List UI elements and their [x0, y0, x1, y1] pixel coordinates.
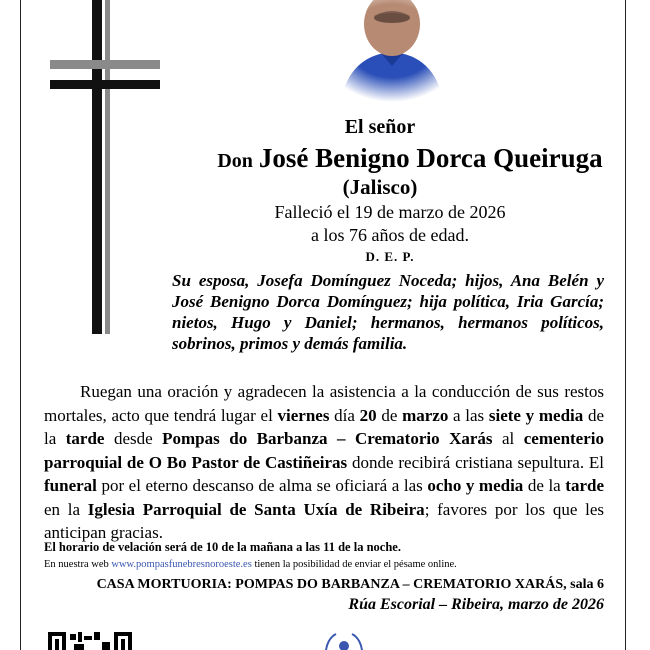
el-senor-label: El señor	[344, 116, 416, 138]
deceased-name: José Benigno Dorca Queiruga	[258, 143, 603, 173]
deceased-alias: (Jalisco)	[342, 175, 418, 199]
place-date-line: Rúa Escorial – Ribeira, marzo de 2026	[348, 596, 604, 613]
death-date: Falleció el 19 de marzo de 2026	[274, 202, 506, 222]
age-at-death: a los 76 años de edad.	[311, 225, 469, 245]
dep-label: D. E. P.	[365, 249, 415, 264]
wake-hours: El horario de velación será de 10 de la mañana a las 11 de la noche.	[44, 540, 401, 554]
family-paragraph: Su esposa, Josefa Domínguez Noceda; hijos, Ana Belén y José Benigno Dorca Domínguez; hija política, Iria García; nietos, Hugo y Daniel; hermanos, hermanos políticos, sobrinos, primos y demás familia.	[172, 271, 604, 353]
website-link[interactable]: www.pompasfunebresnoroeste.es	[111, 559, 252, 570]
name-prefix: Don	[217, 150, 253, 172]
funeral-home-logo	[322, 632, 366, 650]
portrait-photo	[330, 0, 454, 102]
qr-code-icon	[48, 632, 140, 650]
ceremony-paragraph: Ruegan una oración y agradecen la asistencia a la conducción de sus restos mortales, acto que tendrá lugar el viernes día 20 de marzo a las siete y media de la tarde desde Pompas do Barbanza – Crematorio Xarás al cementerio parroquial de O Bo Pastor de Castiñeiras donde recibirá cristiana sepultura. El funeral por el eterno descanso de alma se oficiará a las ocho y media de la tarde en la Iglesia Parroquial de Santa Uxía de Ribeira; favores por los que les anticipan gracias.	[44, 382, 604, 542]
cross-icon	[50, 0, 160, 340]
web-note: En nuestra web www.pompasfunebresnoroeste.es tienen la posibilidad de enviar el pésame online.	[44, 559, 457, 570]
funeral-home-line: CASA MORTUORIA: POMPAS DO BARBANZA – CREMATORIO XARÁS, sala 6	[96, 577, 604, 592]
deceased-name-line	[150, 143, 650, 174]
